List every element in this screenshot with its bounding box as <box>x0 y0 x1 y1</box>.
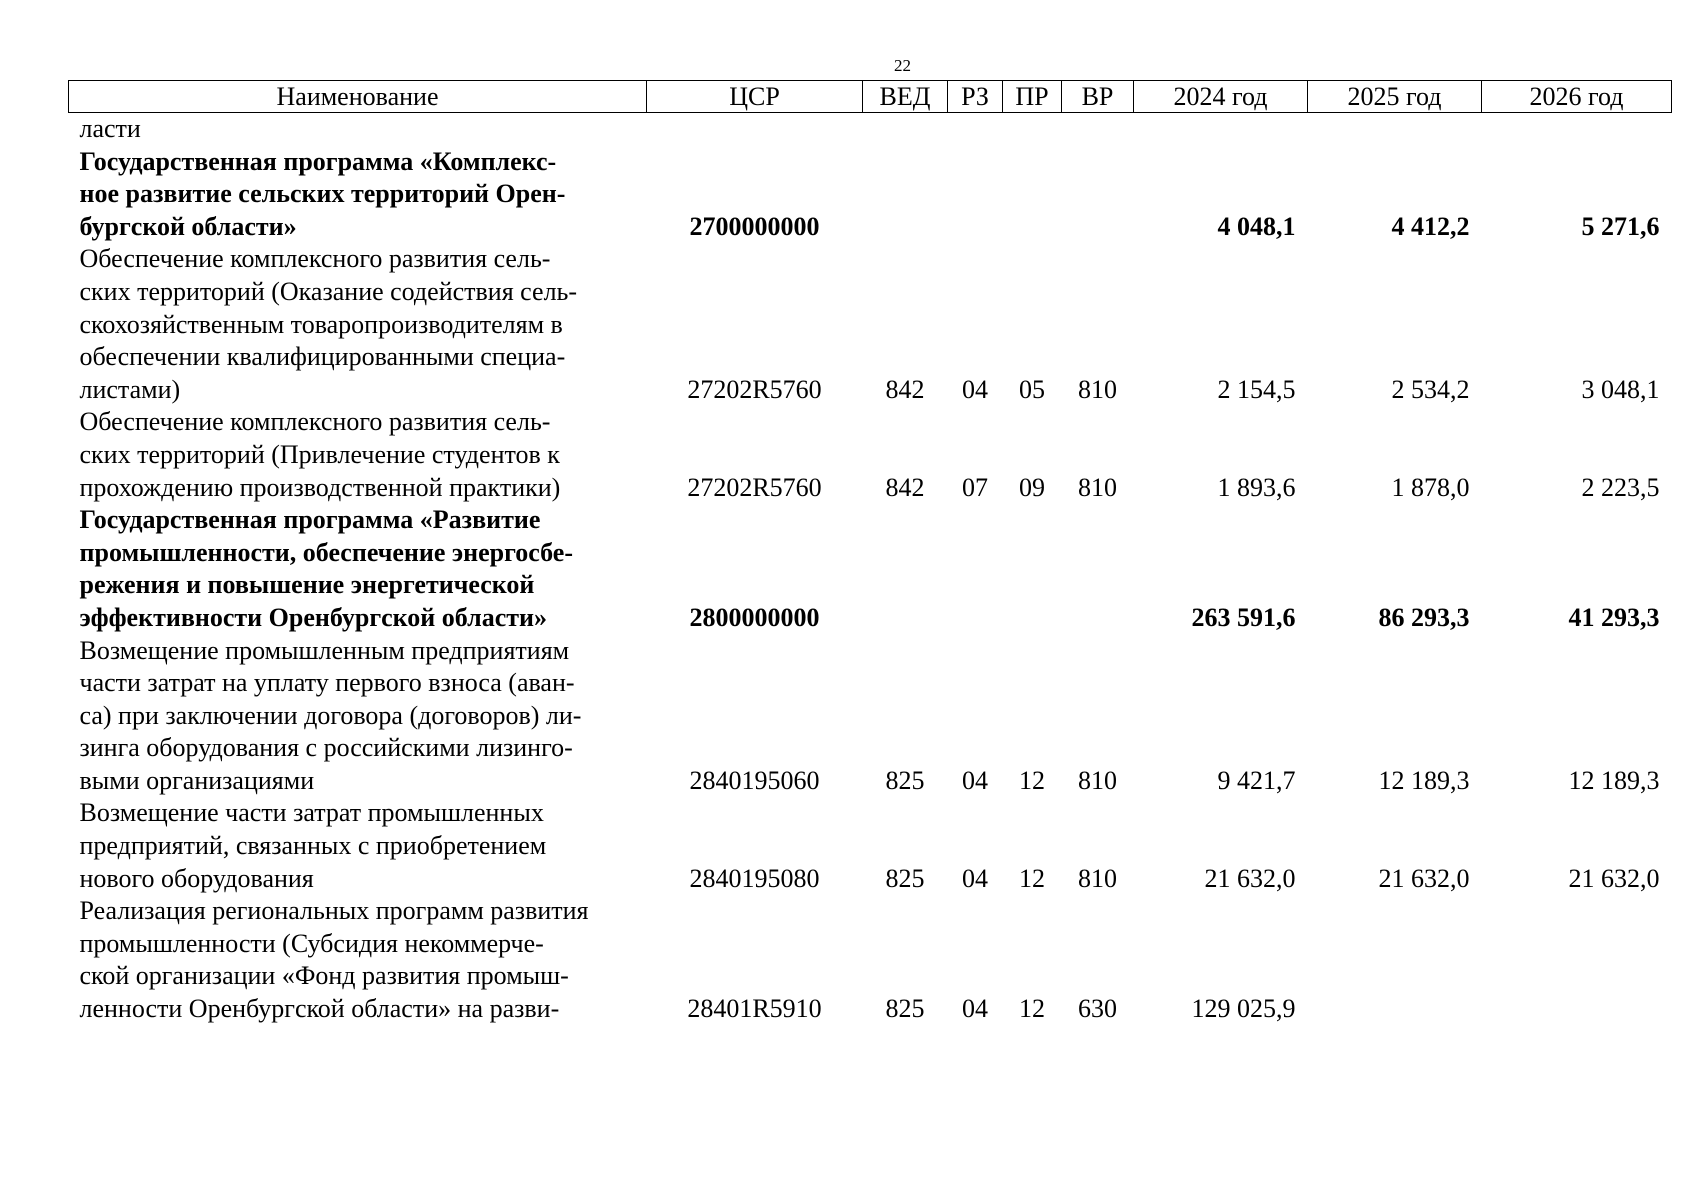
table-row <box>69 113 1672 146</box>
row-name-line: Возмещение промышленным предприятиям <box>79 635 570 665</box>
row-vr: 810 <box>1078 765 1117 795</box>
row-name-line: листами) <box>79 374 181 404</box>
row-2025 <box>1308 895 1482 1025</box>
row-2024 <box>1134 113 1308 146</box>
header-2024: 2024 год <box>1134 81 1308 113</box>
row-name-line: эффективности Оренбургской области» <box>79 602 548 632</box>
row-name-line: нового оборудования <box>79 863 314 893</box>
row-ved: 842 <box>885 472 925 502</box>
row-2025 <box>1308 113 1482 146</box>
row-name-line: скохозяйственным товаропроизводителям в <box>79 309 563 339</box>
row-name-line: ленности Оренбургской области» на разви- <box>79 994 560 1024</box>
row-name-line: промышленности (Субсидия некоммерче- <box>79 928 544 958</box>
row-ved <box>863 146 948 244</box>
table-row <box>69 243 1672 406</box>
row-csr: 27202R5760 <box>687 472 822 502</box>
row-pr: 12 <box>1019 863 1045 893</box>
row-2026: 41 293,3 <box>1568 602 1660 632</box>
row-name-line: обеспечении квалифицированными специа- <box>79 342 566 372</box>
row-name-line: предприятий, связанных с приобретением <box>79 831 547 861</box>
row-2026: 3 048,1 <box>1581 374 1660 404</box>
row-pr: 05 <box>1019 374 1045 404</box>
row-ved <box>863 113 948 146</box>
row-rz: 04 <box>962 765 988 795</box>
row-2026: 5 271,6 <box>1581 211 1660 241</box>
row-name-line: бургской области» <box>79 211 297 241</box>
row-pr <box>1003 146 1062 244</box>
row-rz: 04 <box>962 374 988 404</box>
row-2024: 2 154,5 <box>1217 374 1296 404</box>
row-name <box>69 406 647 504</box>
row-rz: 04 <box>962 863 988 893</box>
table-header <box>69 81 1672 113</box>
row-name-line: Обеспечение комплексного развития сель- <box>79 244 551 274</box>
row-name <box>69 243 647 406</box>
header-pr: ПР <box>1003 81 1062 113</box>
row-vr: 810 <box>1078 374 1117 404</box>
row-2025: 12 189,3 <box>1378 765 1470 795</box>
row-2026 <box>1482 113 1672 146</box>
row-pr <box>1003 504 1062 634</box>
header-ved: ВЕД <box>863 81 948 113</box>
row-name <box>69 113 647 146</box>
row-vr: 630 <box>1078 994 1117 1024</box>
row-vr: 810 <box>1078 863 1117 893</box>
row-name <box>69 504 647 634</box>
row-name-line: зинга оборудования с российскими лизинго- <box>79 733 573 763</box>
row-rz <box>948 504 1003 634</box>
row-pr: 12 <box>1019 994 1045 1024</box>
row-name-line: ласти <box>79 114 141 143</box>
row-2024: 9 421,7 <box>1217 765 1296 795</box>
row-rz: 07 <box>962 472 988 502</box>
row-name-line: ских территорий (Привлечение студентов к <box>79 439 560 469</box>
row-2024: 263 591,6 <box>1191 602 1296 632</box>
table-row <box>69 895 1672 1025</box>
row-vr <box>1062 504 1134 634</box>
row-name-line: Государственная программа «Развитие <box>79 505 541 535</box>
row-name-line: ской организации «Фонд развития промыш- <box>79 961 569 991</box>
row-name-line: прохождению производственной практики) <box>79 472 561 502</box>
header-2025: 2025 год <box>1308 81 1482 113</box>
budget-table <box>68 80 1672 1026</box>
row-2026: 21 632,0 <box>1568 863 1660 893</box>
row-vr: 810 <box>1078 472 1117 502</box>
table-row <box>69 504 1672 634</box>
row-rz <box>948 146 1003 244</box>
row-2024: 1 893,6 <box>1217 472 1296 502</box>
row-2025: 4 412,2 <box>1391 211 1470 241</box>
header-csr: ЦСР <box>647 81 863 113</box>
table-row <box>69 635 1672 798</box>
row-csr: 2800000000 <box>689 602 820 632</box>
row-csr: 28401R5910 <box>687 994 822 1024</box>
row-ved: 825 <box>885 994 925 1024</box>
row-2026: 12 189,3 <box>1568 765 1660 795</box>
row-ved: 825 <box>885 863 925 893</box>
row-2024: 129 025,9 <box>1191 994 1296 1024</box>
row-2026: 2 223,5 <box>1581 472 1660 502</box>
row-rz <box>948 113 1003 146</box>
row-csr: 2700000000 <box>689 211 820 241</box>
row-ved <box>863 504 948 634</box>
table-row <box>69 797 1672 895</box>
row-ved: 842 <box>885 374 925 404</box>
table-row <box>69 146 1672 244</box>
row-pr <box>1003 113 1062 146</box>
row-vr <box>1062 146 1134 244</box>
row-name-line: промышленности, обеспечение энергосбе- <box>79 537 574 567</box>
header-2026: 2026 год <box>1482 81 1672 113</box>
row-csr: 2840195060 <box>689 765 820 795</box>
header-name: Наименование <box>69 81 647 113</box>
row-pr: 12 <box>1019 765 1045 795</box>
header-rz: РЗ <box>948 81 1003 113</box>
row-2025: 86 293,3 <box>1378 602 1470 632</box>
row-name-line: Реализация региональных программ развития <box>79 896 589 926</box>
row-csr: 27202R5760 <box>687 374 822 404</box>
row-ved: 825 <box>885 765 925 795</box>
row-pr: 09 <box>1019 472 1045 502</box>
row-2025: 21 632,0 <box>1378 863 1470 893</box>
row-name-line: са) при заключении договора (договоров) ли- <box>79 700 582 730</box>
page-number: 22 <box>894 56 911 75</box>
row-2024: 4 048,1 <box>1217 211 1296 241</box>
row-2025: 2 534,2 <box>1391 374 1470 404</box>
row-csr <box>647 113 863 146</box>
row-csr: 2840195080 <box>689 863 820 893</box>
row-2024: 21 632,0 <box>1204 863 1296 893</box>
row-name <box>69 797 647 895</box>
row-2025: 1 878,0 <box>1391 472 1470 502</box>
row-name-line: выми организациями <box>79 765 315 795</box>
row-name <box>69 895 647 1025</box>
row-name-line: режения и повышение энергетической <box>79 570 535 600</box>
row-2026 <box>1482 895 1672 1025</box>
table-row <box>69 406 1672 504</box>
row-vr <box>1062 113 1134 146</box>
row-name-line: Государственная программа «Комплекс- <box>79 146 557 176</box>
row-name-line: Возмещение части затрат промышленных <box>79 798 544 828</box>
row-name-line: ских территорий (Оказание содействия сель- <box>79 276 578 306</box>
row-name <box>69 146 647 244</box>
row-name-line: ное развитие сельских территорий Орен- <box>79 179 566 209</box>
row-name-line: Обеспечение комплексного развития сель- <box>79 407 551 437</box>
row-name <box>69 635 647 798</box>
header-vr: ВР <box>1062 81 1134 113</box>
row-rz: 04 <box>962 994 988 1024</box>
row-name-line: части затрат на уплату первого взноса (аван- <box>79 668 575 698</box>
table-body <box>69 113 1672 1026</box>
